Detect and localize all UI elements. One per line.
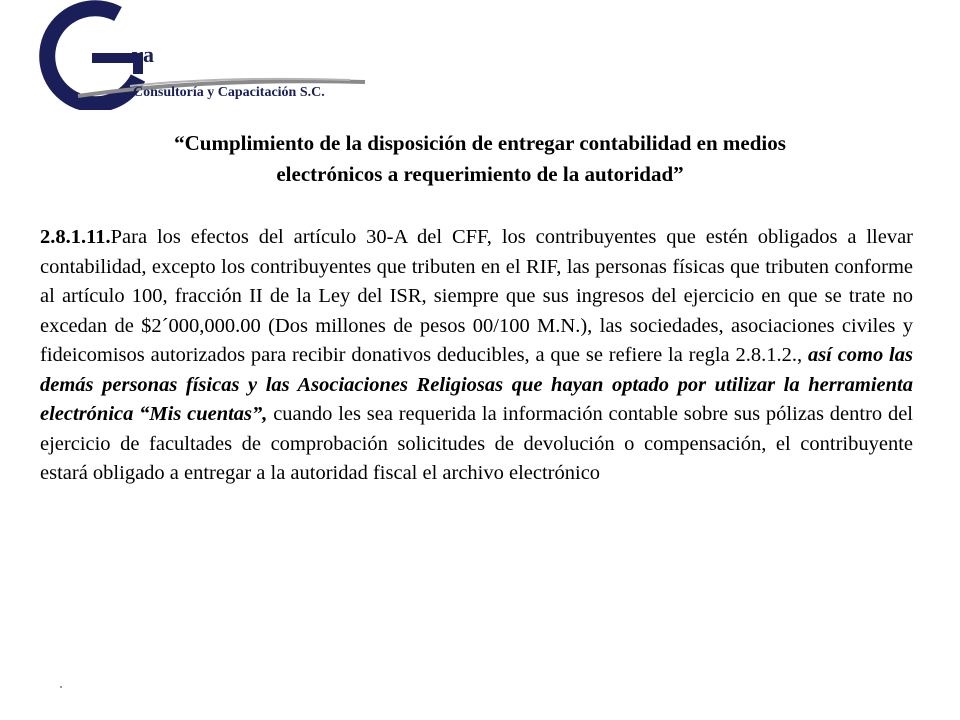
rule-text-emphasis: así como las demás personas físicas y las Asociaciones Religiosas que hayan optado por utilizar la herramienta electrónica “Mis cuentas”, <box>40 344 913 425</box>
footer-dot <box>60 686 62 688</box>
rule-text-part-2: cuando les sea requerida la información contable sobre sus pólizas dentro del ejercicio de facultades de comprobación solicitudes de devolución o compensación, el contribuyente estará obligado a entregar a la autoridad fiscal el archivo electrónico <box>40 403 913 484</box>
title-line-1: “Cumplimiento de la disposición de entregar contabilidad en medios <box>174 131 786 155</box>
rule-number: 2.8.1.11. <box>40 226 111 248</box>
company-logo <box>20 0 380 110</box>
logo-letters: va <box>132 42 154 67</box>
title-line-2: electrónicos a requerimiento de la autoridad” <box>276 162 684 186</box>
rule-paragraph <box>40 223 913 489</box>
company-name: Consultoría y Capacitación S.C. <box>133 85 325 100</box>
document-title <box>40 128 920 190</box>
rule-text-part-1: Para los efectos del artículo 30-A del CFF, los contribuyentes que estén obligados a llevar contabilidad, excepto los contribuyentes que tributen en el RIF, las personas físicas que tributen conforme al artículo 100, fracción II de la Ley del ISR, siempre que sus ingresos del ejercicio en que se trate no excedan de $2´000,000.00 (Dos millones de pesos 00/100 M.N.), las sociedades, asociaciones civiles y fideicomisos autorizados para recibir donativos deducibles, a que se refiere la regla 2.8.1.2., <box>40 226 913 366</box>
